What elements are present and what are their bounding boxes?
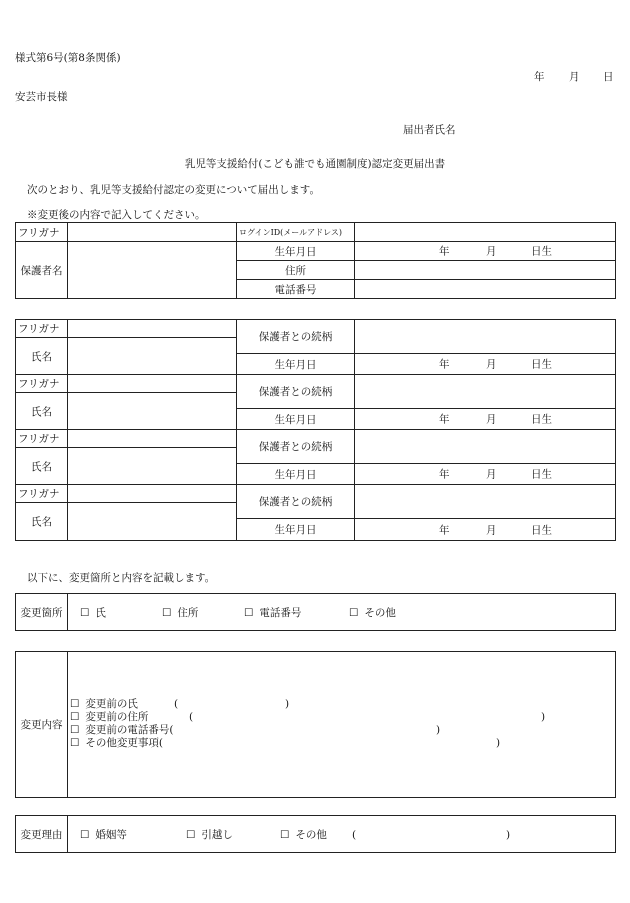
- close-paren: ): [436, 724, 441, 736]
- birth-month: 月: [486, 245, 497, 258]
- content-item-surname[interactable]: ☐ 変更前の氏: [70, 698, 138, 710]
- change-reason-label: 変更理由: [16, 816, 68, 853]
- open-paren: (: [189, 711, 194, 723]
- guardian-birthdate-label: 生年月日: [237, 242, 355, 261]
- checkbox-icon[interactable]: ☐: [70, 698, 80, 710]
- child-name-label: 氏名: [16, 503, 68, 541]
- birth-month: 月: [486, 358, 497, 371]
- child-birthdate-field[interactable]: [355, 354, 616, 375]
- login-id-label: ログインID(メールアドレス): [237, 223, 355, 242]
- guardian-address-label: 住所: [237, 261, 355, 280]
- login-id-field[interactable]: [355, 223, 616, 242]
- child-furigana-field[interactable]: [68, 375, 237, 393]
- birth-month: 月: [486, 413, 497, 426]
- open-paren: (: [174, 698, 179, 710]
- child-name-label: 氏名: [16, 393, 68, 430]
- guardian-phone-field[interactable]: [355, 280, 616, 299]
- child-furigana-field[interactable]: [68, 485, 237, 503]
- change-content-table: [15, 651, 616, 798]
- option-phone[interactable]: ☐ 電話番号: [244, 606, 302, 619]
- close-paren: ): [285, 698, 290, 710]
- child-birthdate-field[interactable]: [355, 519, 616, 541]
- child-birthdate-label: 生年月日: [237, 409, 355, 430]
- option-other[interactable]: ☐ その他: [349, 606, 396, 619]
- close-paren: ): [496, 737, 501, 749]
- child-furigana-label: フリガナ: [16, 430, 68, 448]
- change-location-table: [15, 593, 616, 631]
- guardian-name-label: 保護者名: [16, 242, 68, 299]
- child-name-label: 氏名: [16, 448, 68, 485]
- checkbox-icon[interactable]: ☐: [70, 724, 80, 736]
- addressee: 安芸市長様: [15, 91, 68, 103]
- child-furigana-label: フリガナ: [16, 320, 68, 338]
- birth-day: 日生: [531, 524, 552, 536]
- checkbox-icon[interactable]: ☐: [280, 828, 290, 841]
- date-month: 月: [569, 71, 580, 83]
- open-paren: (: [352, 828, 357, 841]
- birth-year: 年: [439, 468, 450, 481]
- birth-year: 年: [439, 524, 450, 536]
- child-relation-field[interactable]: [355, 320, 616, 354]
- guardian-address-field[interactable]: [355, 261, 616, 280]
- content-item-phone[interactable]: ☐ 変更前の電話番号(: [70, 724, 174, 736]
- note-text: ※変更後の内容で記入してください。: [27, 209, 206, 221]
- change-content-field: [68, 652, 616, 798]
- child-name-field[interactable]: [68, 503, 237, 541]
- checkbox-icon[interactable]: ☐: [349, 606, 359, 619]
- checkbox-icon[interactable]: ☐: [80, 828, 90, 841]
- children-table: [15, 319, 616, 541]
- guardian-furigana-field[interactable]: [68, 223, 237, 242]
- form-number: 様式第6号(第8条関係): [15, 52, 121, 64]
- checkbox-icon[interactable]: ☐: [244, 606, 254, 619]
- checkbox-icon[interactable]: ☐: [80, 606, 90, 619]
- child-relation-label: 保護者との続柄: [237, 375, 355, 409]
- child-birthdate-field[interactable]: [355, 464, 616, 485]
- change-content-label: 変更内容: [16, 652, 68, 798]
- child-relation-label: 保護者との続柄: [237, 320, 355, 354]
- child-name-field[interactable]: [68, 448, 237, 485]
- open-paren: (: [158, 737, 164, 749]
- change-reason-table: [15, 815, 616, 853]
- checkbox-icon[interactable]: ☐: [162, 606, 172, 619]
- child-relation-label: 保護者との続柄: [237, 485, 355, 519]
- date-day: 日: [603, 71, 614, 83]
- guardian-name-field[interactable]: [68, 242, 237, 299]
- date-year: 年: [534, 71, 545, 83]
- guardian-birthdate-field[interactable]: [355, 242, 616, 261]
- close-paren: ): [506, 828, 511, 841]
- change-location-options: [68, 594, 616, 631]
- intro-text: 次のとおり、乳児等支援給付認定の変更について届出します。: [27, 184, 320, 196]
- close-paren: ): [541, 711, 546, 723]
- open-paren: (: [169, 724, 174, 736]
- child-birthdate-label: 生年月日: [237, 519, 355, 541]
- reason-marriage[interactable]: ☐ 婚姻等: [80, 828, 127, 841]
- checkbox-icon[interactable]: ☐: [186, 828, 196, 841]
- birth-year: 年: [439, 358, 450, 371]
- checkbox-icon[interactable]: ☐: [70, 737, 80, 749]
- child-name-field[interactable]: [68, 393, 237, 430]
- changes-intro: 以下に、変更箇所と内容を記載します。: [27, 572, 216, 584]
- birth-month: 月: [486, 468, 497, 481]
- birth-month: 月: [486, 524, 497, 536]
- applicant-label: 届出者氏名: [403, 124, 456, 136]
- child-relation-field[interactable]: [355, 375, 616, 409]
- guardian-furigana-label: フリガナ: [16, 223, 68, 242]
- child-furigana-field[interactable]: [68, 320, 237, 338]
- child-birthdate-field[interactable]: [355, 409, 616, 430]
- guardian-table: [15, 222, 616, 299]
- child-relation-field[interactable]: [355, 485, 616, 519]
- child-name-label: 氏名: [16, 338, 68, 375]
- birth-day: 日生: [531, 413, 552, 426]
- birth-day: 日生: [531, 468, 552, 481]
- child-furigana-label: フリガナ: [16, 485, 68, 503]
- option-address[interactable]: ☐ 住所: [162, 606, 199, 619]
- form-title: 乳児等支援給付(こども誰でも通園制度)認定変更届出書: [184, 158, 446, 170]
- change-reason-options: [68, 816, 616, 853]
- content-item-other[interactable]: ☐ その他変更事項(: [70, 737, 164, 749]
- content-item-address[interactable]: ☐ 変更前の住所: [70, 711, 149, 723]
- reason-moving[interactable]: ☐ 引越し: [186, 828, 233, 841]
- reason-other[interactable]: ☐ その他: [280, 828, 327, 841]
- child-birthdate-label: 生年月日: [237, 354, 355, 375]
- birth-year: 年: [439, 245, 450, 258]
- birth-day: 日生: [531, 245, 552, 258]
- child-furigana-label: フリガナ: [16, 375, 68, 393]
- change-location-label: 変更箇所: [16, 594, 68, 631]
- birth-day: 日生: [531, 358, 552, 371]
- child-relation-field[interactable]: [355, 430, 616, 464]
- child-birthdate-label: 生年月日: [237, 464, 355, 485]
- option-surname[interactable]: ☐ 氏: [80, 606, 106, 619]
- child-name-field[interactable]: [68, 338, 237, 375]
- guardian-phone-label: 電話番号: [237, 280, 355, 299]
- birth-year: 年: [439, 413, 450, 426]
- checkbox-icon[interactable]: ☐: [70, 711, 80, 723]
- child-relation-label: 保護者との続柄: [237, 430, 355, 464]
- child-furigana-field[interactable]: [68, 430, 237, 448]
